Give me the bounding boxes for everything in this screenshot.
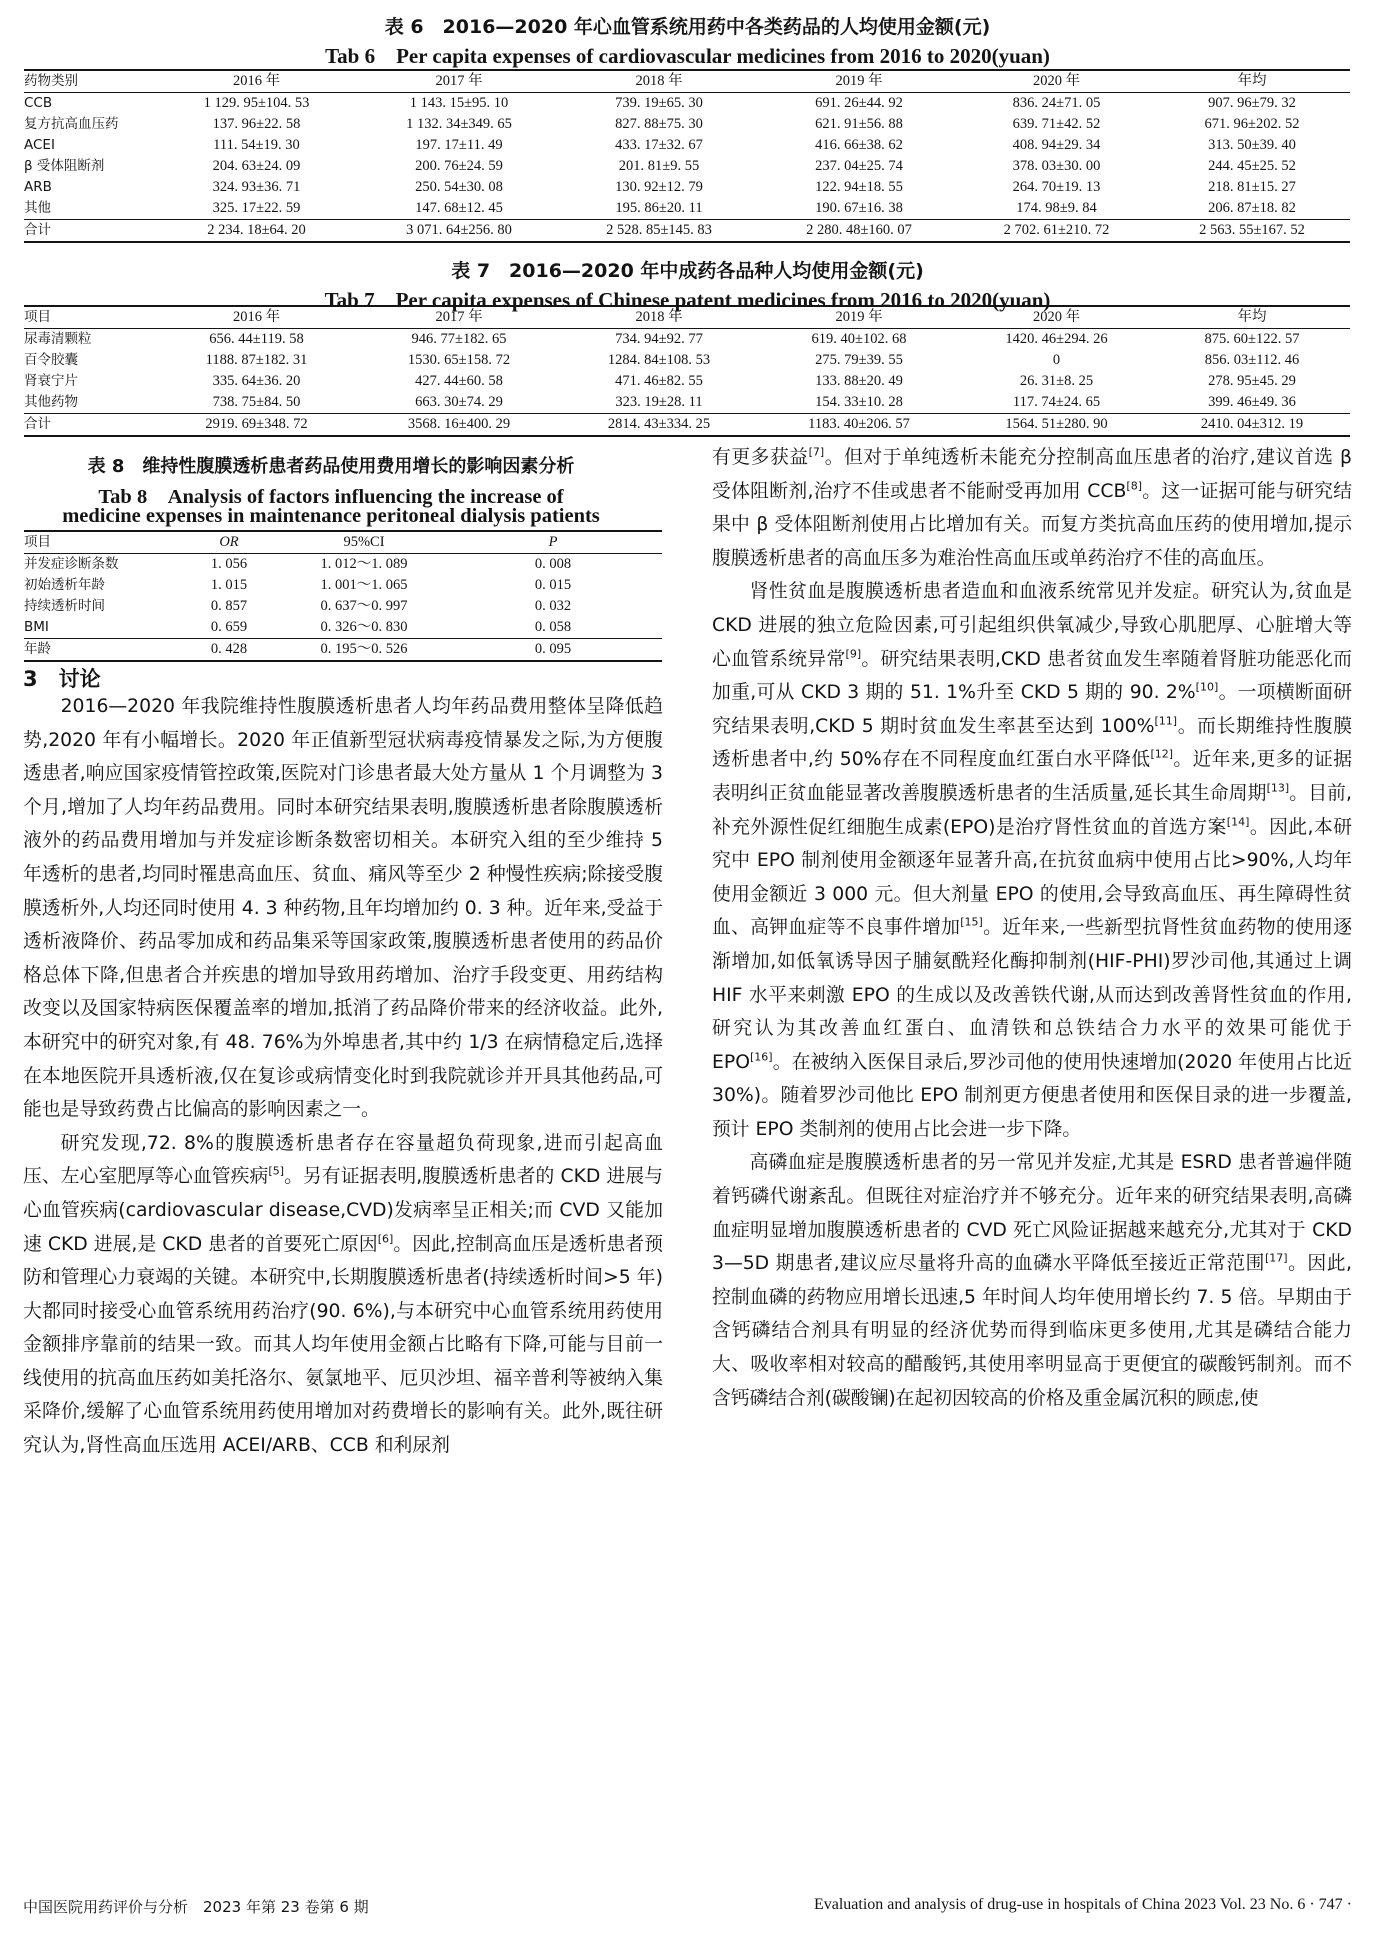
table6-row — [24, 114, 1350, 135]
right-paragraph-3: 高磷血症是腹膜透析患者的另一常见并发症,尤其是 ESRD 患者普遍伴随着钙磷代谢紊乱。但既往对症治疗并不够充分。近年来的研究结果表明,高磷血症明显增加腹膜透析患者的 CVD 死亡风险证据越来越充分,尤其对于 CKD 3—5D 期患者,建议应尽量将升高的血磷水平降低至接近正常范围[17]。因此,控制血磷的药物应用增长迅速,5 年时间人均年使用增长约 7. 5 倍。早期由于含钙磷结合剂具有明显的经济优势而得到临床更多使用,尤其是磷结合能力大、吸收率相对较高的醋酸钙,其使用率明显高于更便宜的碳酸钙制剂。而不含钙磷结合剂(碳酸镧)在起初因较高的价格及重金属沉积的顾虑,使 — [712, 1152, 1352, 1409]
table6-cell: 201. 81±9. 55 — [618, 158, 700, 174]
table6-cell: 190. 67±16. 38 — [815, 200, 903, 216]
table6-cell: 111. 54±19. 30 — [213, 137, 300, 153]
citation-marker: [6] — [377, 1232, 394, 1246]
citation-marker: [8] — [1126, 479, 1142, 493]
table8-cell: 1. 001～1. 065 — [320, 577, 408, 593]
table7-cell: 663. 30±74. 29 — [415, 394, 503, 410]
table7-header-cell: 2019 年 — [835, 309, 883, 325]
table7-cell: 323. 19±28. 11 — [615, 394, 703, 410]
table6-row — [24, 135, 1350, 156]
table7-row — [24, 329, 1350, 351]
table6-header-cell: 药物类别 — [24, 73, 78, 89]
table6-caption-en: Tab 6 Per capita expenses of cardiovascular medicines from 2016 to 2020(yuan) — [325, 44, 1050, 68]
table6-cell: 2 702. 61±210. 72 — [1003, 222, 1110, 238]
table6-row-label: ARB — [24, 179, 52, 195]
table8-caption-cn: 表 8 维持性腹膜透析患者药品使用费用增长的影响因素分析 — [87, 456, 575, 477]
table7-row — [24, 350, 1350, 371]
table8-cell: 0. 195～0. 526 — [320, 641, 408, 657]
table8-row-label: 年龄 — [24, 641, 51, 657]
table7-header-row — [24, 306, 1350, 329]
table7-caption-cn: 表 7 2016—2020 年中成药各品种人均使用金额(元) — [451, 260, 924, 282]
table8-row-label: 并发症诊断条数 — [24, 556, 119, 572]
table8-cell: 0. 032 — [534, 598, 572, 614]
table8-cell: 0. 095 — [534, 641, 572, 657]
section-heading: 3 讨论 — [23, 667, 101, 691]
table8-cell: 0. 015 — [534, 577, 572, 593]
table8-cell: 1. 056 — [210, 556, 248, 572]
table6-cell: 2 563. 55±167. 52 — [1199, 222, 1305, 238]
footer-journal-cn: 中国医院用药评价与分析 2023 年第 23 卷第 6 期 — [23, 1898, 369, 1916]
table8-row — [24, 617, 662, 639]
citation-marker: [12] — [1150, 748, 1174, 762]
table6 — [24, 69, 1350, 243]
table7-cell: 2410. 04±312. 19 — [1200, 416, 1304, 432]
table7-cell: 875. 60±122. 57 — [1204, 331, 1300, 347]
table7-header-cell: 2020 年 — [1032, 309, 1081, 325]
table8-row-label: 初始透析年龄 — [24, 577, 105, 593]
table6-cell: 137. 96±22. 58 — [212, 116, 301, 132]
citation-marker: [13] — [1266, 781, 1290, 795]
table7-header-cell: 2017 年 — [435, 309, 483, 325]
table6-cell: 204. 63±24. 09 — [212, 158, 301, 174]
table8-cell: 0. 058 — [534, 619, 572, 635]
table6-header-cell: 年均 — [1237, 73, 1267, 89]
table6-cell: 206. 87±18. 82 — [1208, 200, 1296, 216]
table8-caption-en-line2: medicine expenses in maintenance peritoneal dialysis patients — [62, 505, 600, 527]
table7-cell: 738. 75±84. 50 — [212, 394, 301, 410]
table6-header-cell: 2016 年 — [232, 73, 281, 89]
table6-cell: 836. 24±71. 05 — [1012, 95, 1101, 111]
table7-cell: 335. 64±36. 20 — [212, 373, 301, 389]
table6-cell: 200. 76±24. 59 — [415, 158, 503, 174]
table8 — [24, 530, 662, 662]
table6-cell: 313. 50±39. 40 — [1208, 137, 1296, 153]
table8-cell: 0. 008 — [534, 556, 572, 572]
table7-header-cell: 2018 年 — [635, 309, 683, 325]
table7-cell: 133. 88±20. 49 — [815, 373, 903, 389]
citation-marker: [9] — [845, 647, 862, 661]
table6-cell: 408. 94±29. 34 — [1012, 137, 1101, 153]
table8-header-cell: 95%CI — [343, 534, 385, 550]
table6-cell: 122. 94±18. 55 — [815, 179, 903, 195]
table7-row — [24, 392, 1350, 414]
table7-cell: 471. 46±82. 55 — [615, 373, 703, 389]
table8-cell: 0. 637～0. 997 — [320, 598, 408, 614]
citation-marker: [15] — [960, 916, 983, 930]
table7-cell: 1530. 65±158. 72 — [407, 352, 511, 368]
table7-cell: 275. 79±39. 55 — [815, 352, 903, 368]
citation-marker: [10] — [1195, 680, 1219, 694]
table6-row-label: ACEI — [24, 137, 55, 153]
table6-row-label: β 受体阻断剂 — [24, 158, 105, 174]
table8-row-label: BMI — [24, 619, 49, 635]
citation-marker: [11] — [1154, 714, 1178, 728]
table7-row-label: 肾衰宁片 — [24, 373, 78, 389]
table6-header-cell: 2020 年 — [1032, 73, 1081, 89]
table6-cell: 1 132. 34±349. 65 — [406, 116, 512, 132]
table7-cell: 734. 94±92. 77 — [615, 331, 703, 347]
table6-cell: 174. 98±9. 84 — [1016, 200, 1097, 216]
table7-cell: 0 — [1052, 352, 1061, 368]
left-paragraph-2: 研究发现,72. 8%的腹膜透析患者存在容量超负荷现象,进而引起高血压、左心室肥厚等心血管疾病[5]。另有证据表明,腹膜透析患者的 CKD 进展与心血管疾病(cardiovascular disease,CVD)发病率呈正相关;而 CVD 又能加速 CKD 进展,是 CKD 患者的首要死亡原因[6]。因此,控制高血压是透析患者预防和管理心力衰竭的关键。本研究中,长期腹膜透析患者(持续透析时间>5 年)大都同时接受心血管系统用药治疗(90. 6%),与本研究中心血管系统用药使用金额排序靠前的结果一致。而其人均年使用金额占比略有下降,可能与目前一线使用的抗高血压药如美托洛尔、氨氯地平、厄贝沙坦、福辛普利等被纳入集采降价,缓解了心血管系统用药使用增加对药费增长的影响有关。此外,既往研究认为,肾性高血压选用 ACEI/ARB、CCB 和利尿剂 — [23, 1132, 663, 1457]
table7-cell: 1183. 40±206. 57 — [808, 416, 910, 432]
table6-row — [24, 156, 1350, 177]
citation-marker: [14] — [1226, 815, 1250, 829]
table7-cell: 946. 77±182. 65 — [411, 331, 507, 347]
table8-cell: 0. 659 — [210, 619, 248, 635]
table6-cell: 739. 19±65. 30 — [615, 95, 703, 111]
table6-header-row — [24, 70, 1350, 93]
table6-caption-cn: 表 6 2016—2020 年心血管系统用药中各类药品的人均使用金额(元) — [384, 16, 991, 38]
table8-row — [24, 554, 662, 576]
table6-row — [24, 198, 1350, 220]
table7-cell: 619. 40±102. 68 — [811, 331, 907, 347]
table7-header-cell: 2016 年 — [232, 309, 281, 325]
footer-journal-en: Evaluation and analysis of drug-use in hospitals of China 2023 Vol. 23 No. 6 · 747 · — [813, 1896, 1352, 1913]
table7-header-cell: 项目 — [24, 309, 51, 325]
table6-row — [24, 220, 1350, 243]
table6-cell: 416. 66±38. 62 — [815, 137, 903, 153]
right-paragraph-1: 有更多获益[7]。但对于单纯透析未能充分控制高血压患者的治疗,建议首选 β 受体阻断剂,治疗不佳或患者不能耐受再加用 CCB[8]。这一证据可能与研究结果中 β 受体阻断剂使用占比增加有关。而复方类抗高血压药的使用增加,提示腹膜透析患者的高血压多为难治性高血压或单药治疗不佳的高血压。 — [712, 445, 1352, 569]
table8-cell: 0. 428 — [210, 641, 248, 657]
table7-cell: 117. 74±24. 65 — [1012, 394, 1101, 410]
table7-row-label: 百令胶囊 — [24, 352, 78, 368]
table6-cell: 639. 71±42. 52 — [1012, 116, 1101, 132]
table6-cell: 250. 54±30. 08 — [415, 179, 503, 195]
table7-row — [24, 414, 1350, 437]
table7-cell: 154. 33±10. 28 — [815, 394, 903, 410]
table6-cell: 1 143. 15±95. 10 — [409, 95, 509, 111]
table6-cell: 1 129. 95±104. 53 — [203, 95, 310, 111]
table7-cell: 427. 44±60. 58 — [415, 373, 503, 389]
table8-cell: 0. 326～0. 830 — [320, 619, 408, 635]
table6-cell: 195. 86±20. 11 — [615, 200, 703, 216]
table6-cell: 2 234. 18±64. 20 — [207, 222, 306, 238]
citation-marker: [16] — [749, 1050, 773, 1064]
table7-cell: 278. 95±45. 29 — [1208, 373, 1296, 389]
table6-cell: 197. 17±11. 49 — [415, 137, 503, 153]
table6-cell: 3 071. 64±256. 80 — [406, 222, 512, 238]
table6-cell: 2 528. 85±145. 83 — [606, 222, 712, 238]
table6-cell: 325. 17±22. 59 — [212, 200, 301, 216]
right-paragraph-2: 肾性贫血是腹膜透析患者造血和血液系统常见并发症。研究认为,贫血是 CKD 进展的独立危险因素,可引起组织供氧减少,导致心肌肥厚、心脏增大等心血管系统异常[9]。研究结果表明,CKD 患者贫血发生率随着肾脏功能恶化而加重,可从 CKD 3 期的 51. 1%升至 CKD 5 期的 90. 2%[10]。一项横断面研究结果表明,CKD 5 期时贫血发生率甚至达到 100%[11]。而长期维持性腹膜透析患者中,约 50%存在不同程度血红蛋白水平降低[12]。近年来,更多的证据表明纠正贫血能显著改善腹膜透析患者的生活质量,延长其生命周期[13]。目前,补充外源性促红细胞生成素(EPO)是治疗肾性贫血的首选方案[14]。因此,本研究中 EPO 制剂使用金额逐年显著升高,在抗贫血病中使用占比>90%,人均年使用金额近 3 000 元。但大剂量 EPO 的使用,会导致高血压、再生障碍性贫血、高钾血症等不良事件增加[15]。近年来,一些新型抗肾性贫血药物的使用逐渐增加,如低氧诱导因子脯氨酰羟化酶抑制剂(HIF-PHI)罗沙司他,其通过上调 HIF 水平来刺激 EPO 的生成以及改善铁代谢,从而达到改善肾性贫血的作用,研究认为其改善血红蛋白、血清铁和总铁结合力水平的效果可能优于 EPO[16]。在被纳入医保目录后,罗沙司他的使用快速增加(2020 年使用占比近 30%)。随着罗沙司他比 EPO 制剂更方便患者使用和医保目录的进一步覆盖,预计 EPO 类制剂的使用占比会进一步下降。 — [712, 581, 1352, 1140]
table6-cell: 907. 96±79. 32 — [1208, 95, 1296, 111]
table8-header-cell: 项目 — [24, 534, 51, 550]
table8-row — [24, 639, 662, 662]
table7-cell: 3568. 16±400. 29 — [407, 416, 511, 432]
left-column — [23, 690, 663, 1463]
table6-header-cell: 2019 年 — [835, 73, 883, 89]
table7-cell: 399. 46±49. 36 — [1208, 394, 1296, 410]
table8-cell: 1. 015 — [210, 577, 248, 593]
table7-row — [24, 371, 1350, 392]
citation-marker: [7] — [808, 445, 825, 459]
table6-row-label: 其他 — [24, 200, 51, 216]
table6-row — [24, 93, 1350, 115]
right-column — [712, 441, 1352, 1415]
table7-cell: 1188. 87±182. 31 — [205, 352, 308, 368]
table7-cell: 1564. 51±280. 90 — [1005, 416, 1108, 432]
table7-cell: 26. 31±8. 25 — [1019, 373, 1094, 389]
table8-row-label: 持续透析时间 — [24, 598, 105, 614]
table6-cell: 433. 17±32. 67 — [615, 137, 703, 153]
table6-cell: 827. 88±75. 30 — [615, 116, 703, 132]
citation-marker: [17] — [1264, 1251, 1288, 1265]
citation-marker: [5] — [268, 1165, 284, 1179]
table7-cell: 656. 44±119. 58 — [209, 331, 304, 347]
table7-row-label: 合计 — [24, 416, 51, 432]
table8-header-cell: P — [548, 534, 558, 550]
table6-header-cell: 2018 年 — [635, 73, 683, 89]
table6-cell: 237. 04±25. 74 — [815, 158, 903, 174]
table8-caption-en-line1: Tab 8 Analysis of factors influencing the increase of — [98, 486, 564, 508]
table6-cell: 671. 96±202. 52 — [1204, 116, 1300, 132]
table6-cell: 324. 93±36. 71 — [212, 179, 301, 195]
table6-cell: 691. 26±44. 92 — [815, 95, 903, 111]
table6-cell: 130. 92±12. 79 — [615, 179, 703, 195]
table6-header-cell: 2017 年 — [435, 73, 483, 89]
table6-row — [24, 177, 1350, 198]
table6-cell: 264. 70±19. 13 — [1012, 179, 1101, 195]
table7-cell: 2919. 69±348. 72 — [205, 416, 308, 432]
table8-row — [24, 575, 662, 596]
table8-cell: 1. 012～1. 089 — [320, 556, 408, 572]
table8-row — [24, 596, 662, 617]
table6-cell: 621. 91±56. 88 — [815, 116, 903, 132]
table7-row-label: 其他药物 — [24, 394, 78, 410]
table7-row-label: 尿毒清颗粒 — [24, 331, 92, 347]
table7-caption-en: Tab 7 Per capita expenses of Chinese patent medicines from 2016 to 2020(yuan) — [324, 288, 1051, 312]
table6-cell: 2 280. 48±160. 07 — [806, 222, 912, 238]
table6-cell: 147. 68±12. 45 — [415, 200, 503, 216]
table8-header-row — [24, 531, 662, 554]
table6-row-label: 合计 — [24, 222, 51, 238]
table7-cell: 1284. 84±108. 53 — [607, 352, 711, 368]
table7-cell: 1420. 46±294. 26 — [1005, 331, 1108, 347]
table8-header-cell: OR — [219, 534, 239, 550]
table6-row-label: 复方抗高血压药 — [24, 116, 119, 132]
table6-row-label: CCB — [24, 95, 53, 111]
table8-cell: 0. 857 — [210, 598, 248, 614]
left-paragraph-1: 2016—2020 年我院维持性腹膜透析患者人均年药品费用整体呈降低趋势,2020 年有小幅增长。2020 年正值新型冠状病毒疫情暴发之际,为方便腹透患者,响应国家疫情管控政策,医院对门诊患者最大处方量从 1 个月调整为 3 个月,增加了人均年药品费用。同时本研究结果表明,腹膜透析患者除腹膜透析液外的药品费用增加与并发症诊断条数密切相关。本研究入组的至少维持 5 年透析的患者,均同时罹患高血压、贫血、痛风等至少 2 种慢性疾病;除接受腹膜透析外,人均还同时使用 4. 3 种药物,且年均增加约 0. 3 种。近年来,受益于透析液降价、药品零加成和药品集采等国家政策,腹膜透析患者使用的药品价格总体下降,但患者合并疾患的增加导致用药增加、治疗手段变更、用药结构改变以及国家特病医保覆盖率的增加,抵消了药品降价带来的经济收益。此外,本研究中的研究对象,有 48. 76%为外埠患者,其中约 1/3 在病情稳定后,选择在本地医院开具透析液,仅在复诊或病情变化时到我院就诊并开具其他药品,可能也是导致药费占比偏高的影响因素之一。 — [23, 696, 663, 1121]
table7 — [24, 305, 1350, 437]
table7-cell: 856. 03±112. 46 — [1204, 352, 1300, 368]
table7-header-cell: 年均 — [1237, 309, 1267, 325]
table6-cell: 244. 45±25. 52 — [1208, 158, 1296, 174]
table6-cell: 218. 81±15. 27 — [1208, 179, 1296, 195]
table7-cell: 2814. 43±334. 25 — [607, 416, 711, 432]
table6-cell: 378. 03±30. 00 — [1012, 158, 1101, 174]
